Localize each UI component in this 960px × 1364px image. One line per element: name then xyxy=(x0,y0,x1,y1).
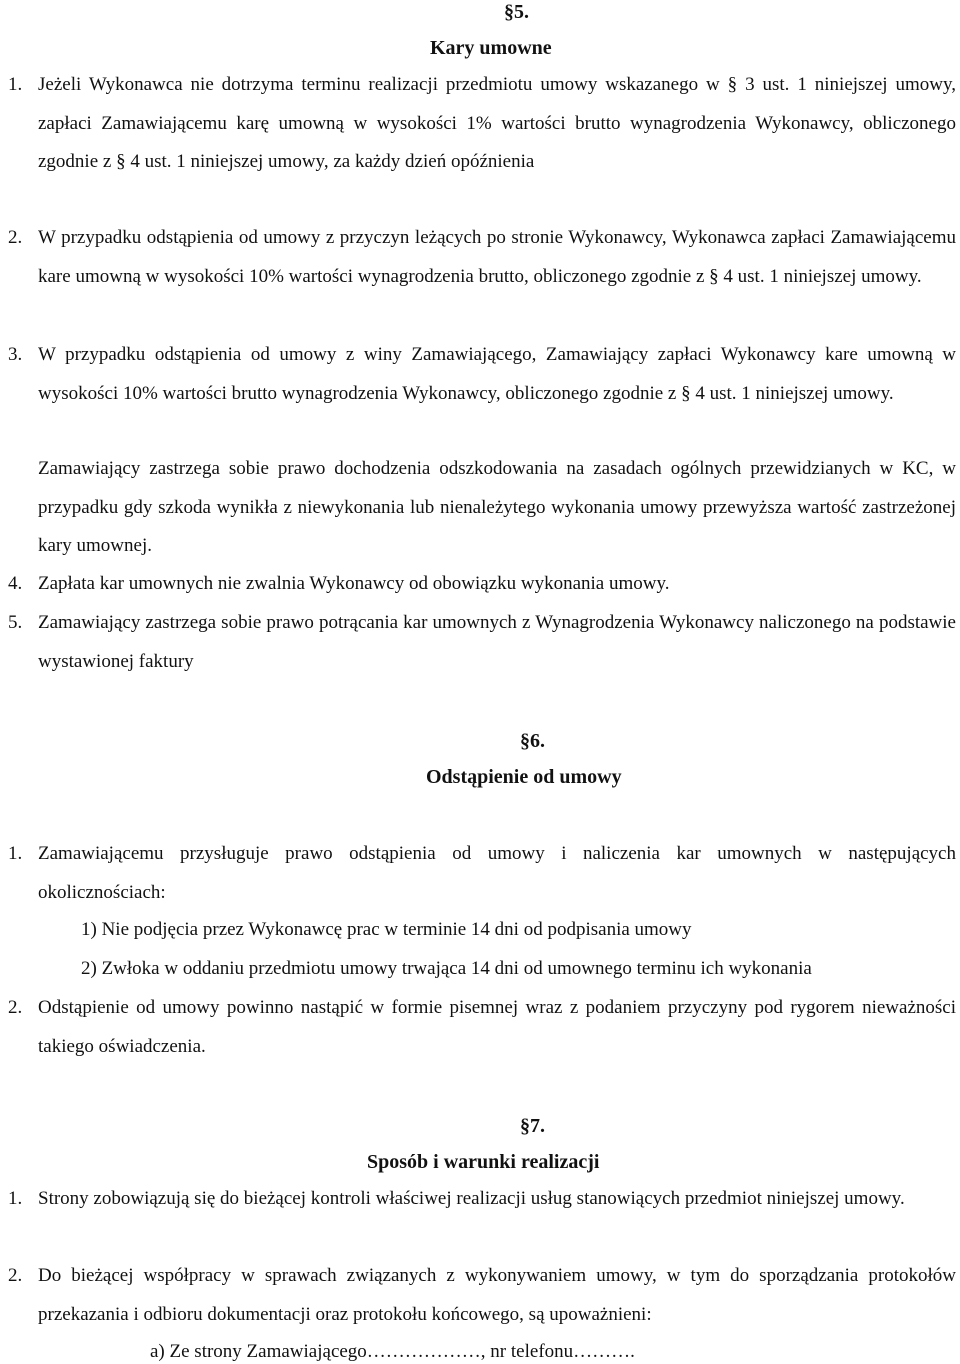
section-5-title: Kary umowne xyxy=(430,37,552,59)
item-number: 1. xyxy=(8,843,23,864)
item-text: W przypadku odstąpienia od umowy z winy Zamawiającego, Zamawiający zapłaci Wykonawcy kare umowną w wysokości 10% wartości brutto wynagrodzenia Wykonawcy, obliczonego zgodnie z § 4 ust. 1 niniejszej umowy. xyxy=(38,344,956,404)
item-number: 1. xyxy=(8,1188,23,1209)
section-7-title: Sposób i warunki realizacji xyxy=(367,1151,600,1173)
item-number: 1. xyxy=(8,74,23,95)
item-number: 3. xyxy=(8,344,23,365)
s6-subitem-2: 2) Zwłoka w oddaniu przedmiotu umowy trwająca 14 dni od umownego terminu ich wykonania xyxy=(81,958,812,979)
item-text: Odstąpienie od umowy powinno nastąpić w formie pisemnej wraz z podaniem przyczyny pod rygorem nieważności takiego oświadczenia. xyxy=(38,997,956,1057)
item-text: W przypadku odstąpienia od umowy z przyczyn leżących po stronie Wykonawcy, Wykonawca zapłaci Zamawiającemu kare umowną w wysokości 10% wartości wynagrodzenia brutto, obliczonego zgodnie z § 4 ust. 1 niniejszej umowy. xyxy=(38,227,956,287)
item-number: 2. xyxy=(8,997,23,1018)
item-number: 5. xyxy=(8,612,23,633)
section-7-number: §7. xyxy=(520,1115,545,1137)
s7-subitem-a: a) Ze strony Zamawiającego………………, nr telefonu………. xyxy=(150,1341,635,1362)
item-text: Do bieżącej współpracy w sprawach związanych z wykonywaniem umowy, w tym do sporządzania protokołów przekazania i odbioru dokumentacji oraz protokołu końcowego, są upoważnieni: xyxy=(38,1265,956,1325)
item-text: Zapłata kar umownych nie zwalnia Wykonawcy od obowiązku wykonania umowy. xyxy=(38,573,670,594)
s6-subitem-1: 1) Nie podjęcia przez Wykonawcę prac w terminie 14 dni od podpisania umowy xyxy=(81,919,692,940)
item-text: Zamawiającemu przysługuje prawo odstąpienia od umowy i naliczenia kar umownych w następujących okolicznościach: xyxy=(38,843,956,903)
item-number: 4. xyxy=(8,573,23,594)
item-text: Strony zobowiązują się do bieżącej kontroli właściwej realizacji usług stanowiących przedmiot niniejszej umowy. xyxy=(38,1188,905,1209)
s5-paragraph: Zamawiający zastrzega sobie prawo dochodzenia odszkodowania na zasadach ogólnych przewidzianych w KC, w przypadku gdy szkoda wynikła z niewykonania lub nienależytego wykonania umowy przewyższa wartość zastrzeżonej kary umownej. xyxy=(38,458,956,556)
section-5-number: §5. xyxy=(504,1,529,23)
item-text: Jeżeli Wykonawca nie dotrzyma terminu realizacji przedmiotu umowy wskazanego w § 3 ust. 1 niniejszej umowy, zapłaci Zamawiającemu karę umowną w wysokości 1% wartości brutto wynagrodzenia Wykonawcy, obliczonego zgodnie z § 4 ust. 1 niniejszej umowy, za każdy dzień opóźnienia xyxy=(38,74,956,172)
section-6-number: §6. xyxy=(520,730,545,752)
item-number: 2. xyxy=(8,1265,23,1286)
item-text: Zamawiający zastrzega sobie prawo potrącania kar umownych z Wynagrodzenia Wykonawcy naliczonego na podstawie wystawionej faktury xyxy=(38,612,956,672)
item-number: 2. xyxy=(8,227,23,248)
section-6-title: Odstąpienie od umowy xyxy=(426,766,622,788)
